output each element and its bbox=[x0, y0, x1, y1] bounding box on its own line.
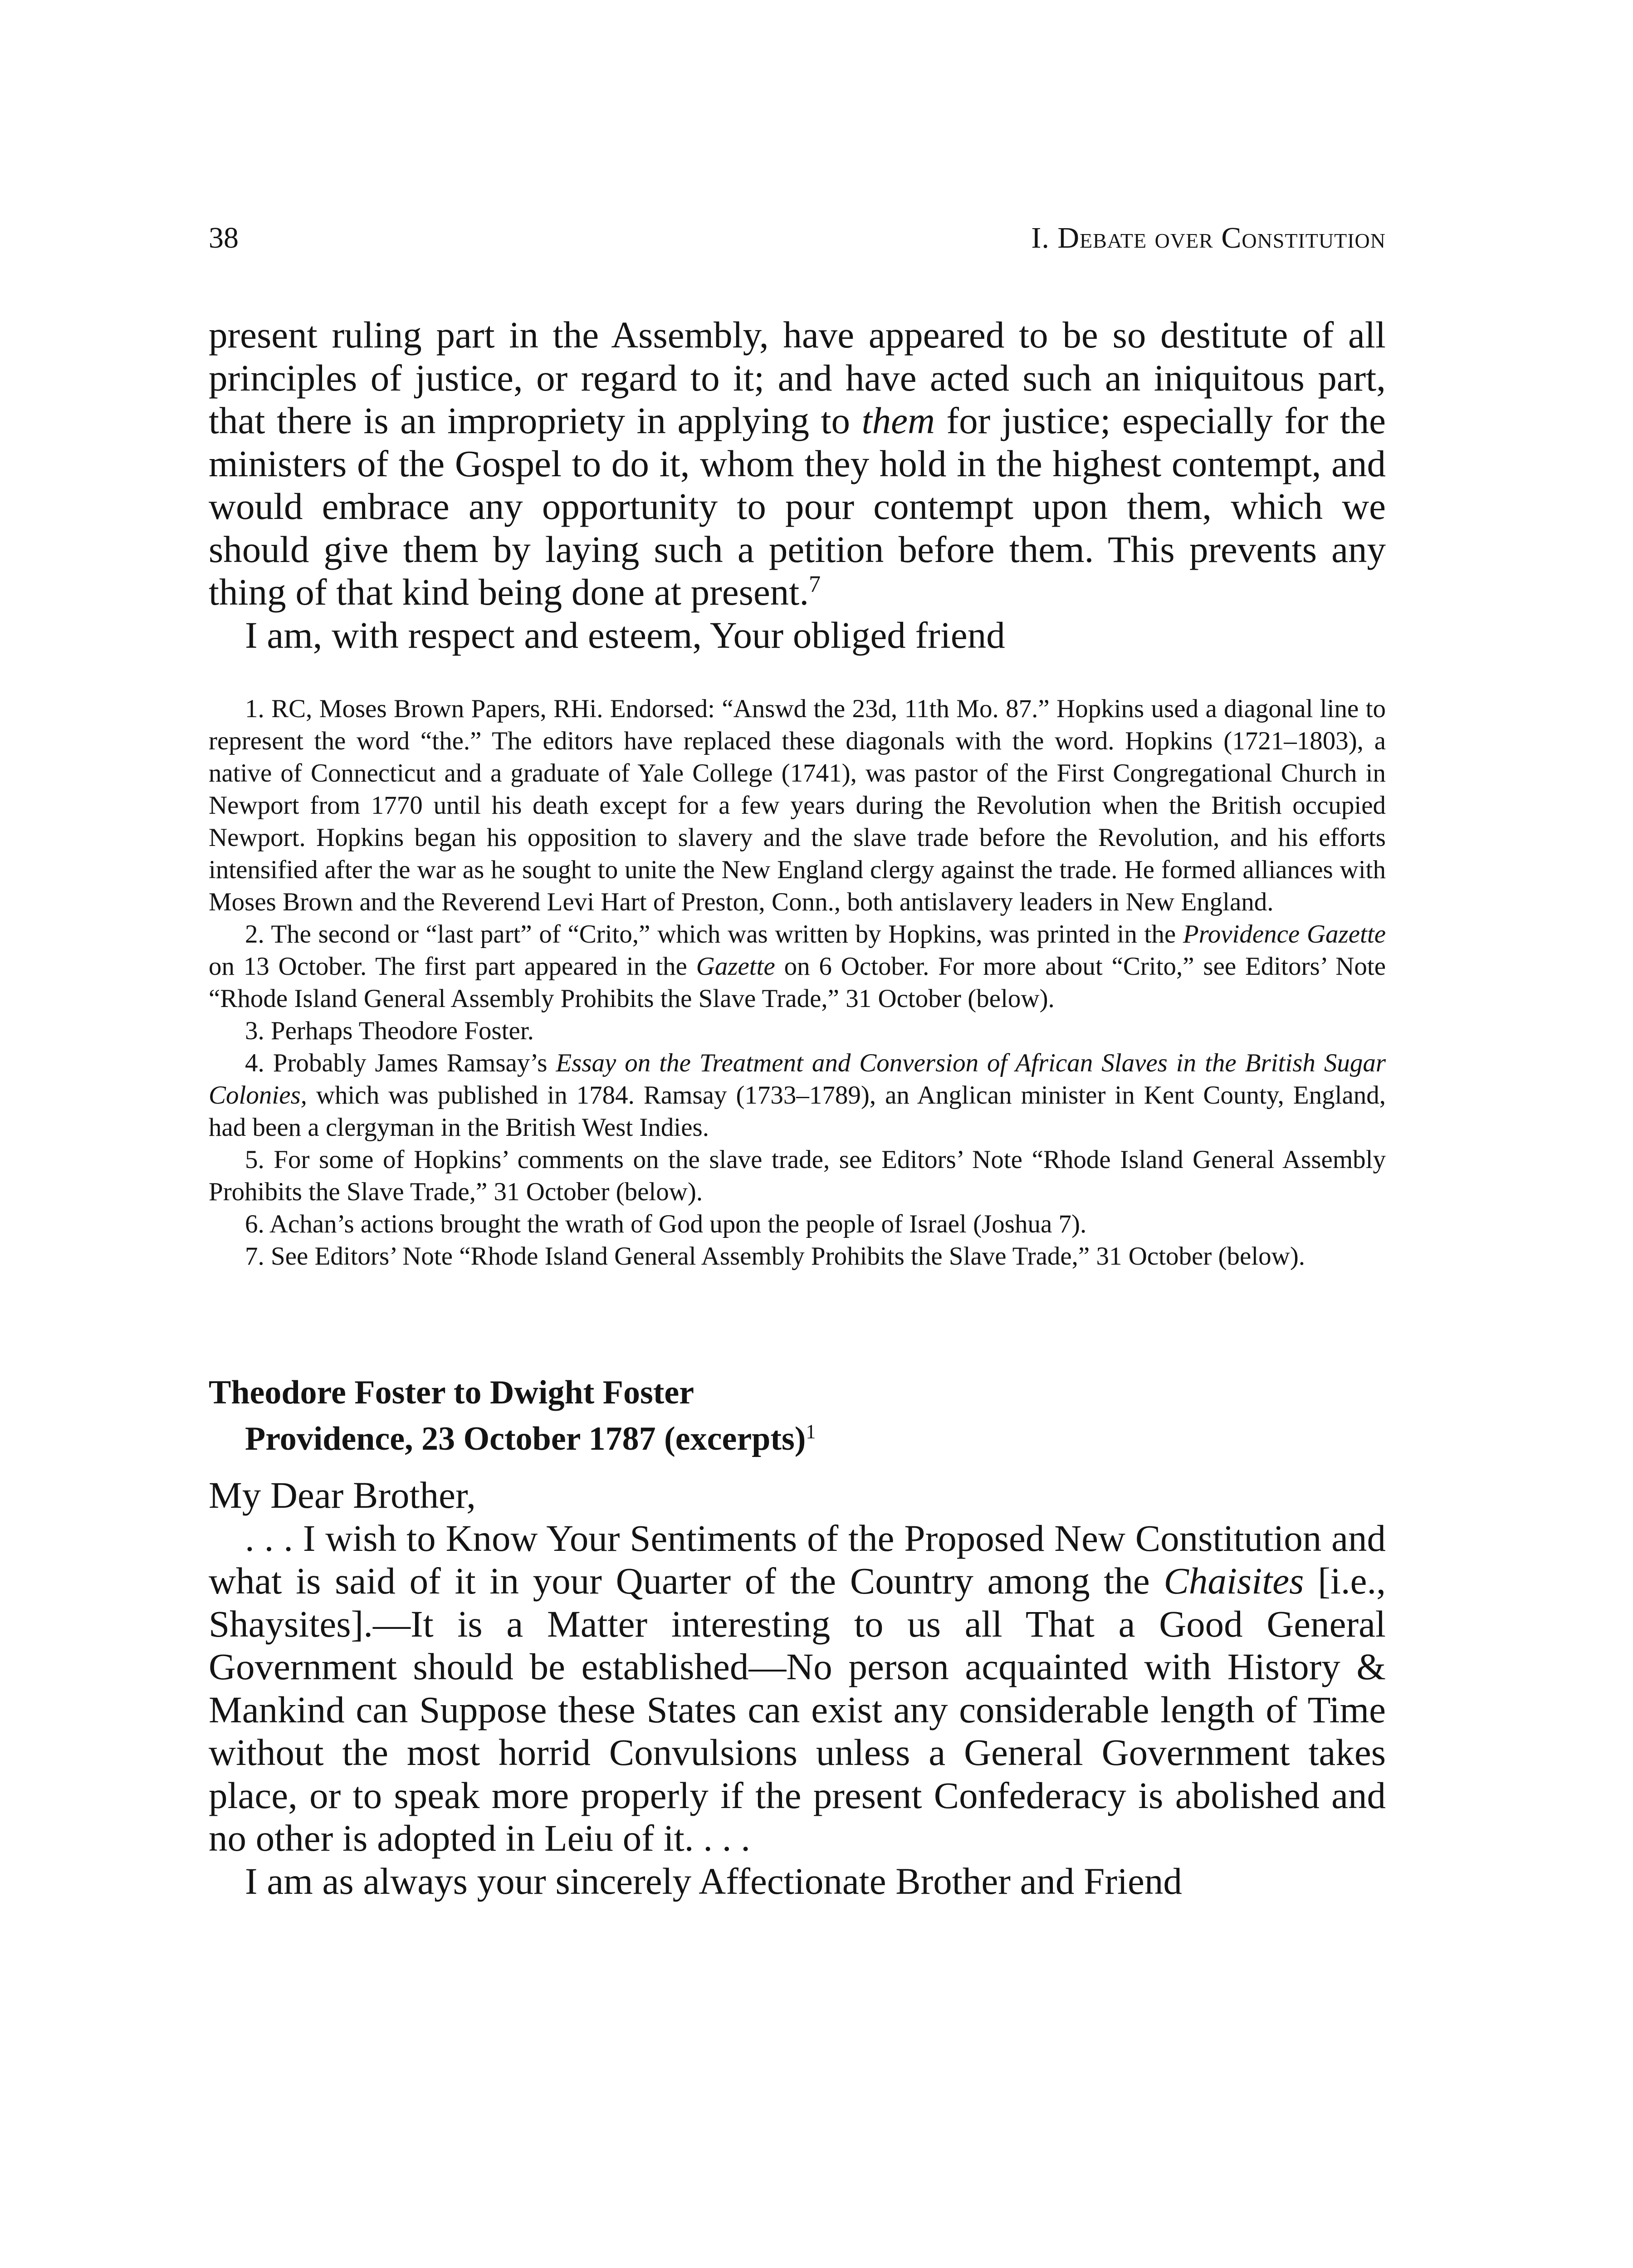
letter-closing: I am, with respect and esteem, Your obliged friend bbox=[245, 614, 1005, 656]
letter-continuation bbox=[209, 313, 1386, 656]
letter-signoff: I am as always your sincerely Affectionate Brother and Friend bbox=[245, 1860, 1182, 1902]
heading-title: Theodore Foster to Dwight Foster bbox=[209, 1374, 694, 1411]
footnote-7: 7. See Editors’ Note “Rhode Island General Assembly Prohibits the Slave Trade,” 31 October (below). bbox=[245, 1242, 1305, 1271]
footnote-6: 6. Achan’s actions brought the wrath of God upon the people of Israel (Joshua 7). bbox=[245, 1210, 1087, 1238]
heading-note-ref: 1 bbox=[806, 1420, 816, 1443]
footnotes bbox=[209, 693, 1386, 1272]
footnote-ref-7: 7 bbox=[809, 571, 821, 597]
continuation-paragraph: present ruling part in the Assembly, have appeared to be so destitute of all principles of justice, or regard to it; and have acted such an iniquitous part, that there is an impropriety in applying to them for justice; especially for the ministers of the Gospel to do it, whom they hold in the highest contempt, and would embrace any opportunity to pour contempt upon them, which we should give them by laying such a petition before them. This prevents any thing of that kind being done at present.$^7$ bbox=[209, 314, 1386, 613]
footnote-3: 3. Perhaps Theodore Foster. bbox=[245, 1017, 534, 1045]
document-heading bbox=[209, 1369, 1386, 1462]
letter-paragraph: . . . I wish to Know Your Sentiments of the Proposed New Constitution and what is said of it in your Quarter of the Country among the Chaisites [i.e., Shaysites].—It is a Matter interesting to us all That a Good General Government should be established—No person acquainted with History & Mankind can Suppose these States can exist any considerable length of Time without the most horrid Convulsions unless a General Government takes place, or to speak more properly if the present Confederacy is abolished and no other is adopted in Leiu of it. . . . bbox=[209, 1517, 1386, 1859]
page bbox=[209, 220, 1386, 1902]
heading-place-date: Providence, 23 October 1787 (excerpts)$^1$ bbox=[245, 1420, 816, 1457]
footnote-1: 1. RC, Moses Brown Papers, RHi. Endorsed: “Answd the 23d, 11th Mo. 87.” Hopkins used a diagonal line to represent the word “the.” The editors have replaced these diagonals with the word. Hopkins (1721–1803), a native of Connecticut and a graduate of Yale College (1741), was pastor of the First Congregational Church in Newport from 1770 until his death except for a few years during the Revolution when the British occupied Newport. Hopkins began his opposition to slavery and the slave trade before the Revolution, and his efforts intensified after the war as he sought to unite the New England clergy against the trade. He formed alliances with Moses Brown and the Reverend Levi Hart of Preston, Conn., both antislavery leaders in New England. bbox=[209, 694, 1386, 916]
salutation: My Dear Brother, bbox=[209, 1474, 476, 1516]
footnote-5: 5. For some of Hopkins’ comments on the slave trade, see Editors’ Note “Rhode Island General Assembly Prohibits the Slave Trade,” 31 October (below). bbox=[209, 1145, 1386, 1206]
emphasis-them: them bbox=[861, 400, 935, 441]
footnote-2: 2. The second or “last part” of “Crito,” which was written by Hopkins, was printed in the Providence Gazette on 13 October. The first part appeared in the Gazette on 6 October. For more about “Crito,” see Editors’ Note “Rhode Island General Assembly Prohibits the Slave Trade,” 31 October (below). bbox=[209, 920, 1386, 1013]
page-number: 38 bbox=[209, 221, 239, 254]
letter-body bbox=[209, 1474, 1386, 1902]
footnote-4: 4. Probably James Ramsay’s Essay on the Treatment and Conversion of African Slaves in the British Sugar Colonies, which was published in 1784. Ramsay (1733–1789), an Anglican minister in Kent County, England, had been a clergyman in the British West Indies. bbox=[209, 1049, 1386, 1142]
running-title: I. Debate over Constitution bbox=[1031, 221, 1386, 254]
running-header bbox=[209, 220, 1386, 256]
